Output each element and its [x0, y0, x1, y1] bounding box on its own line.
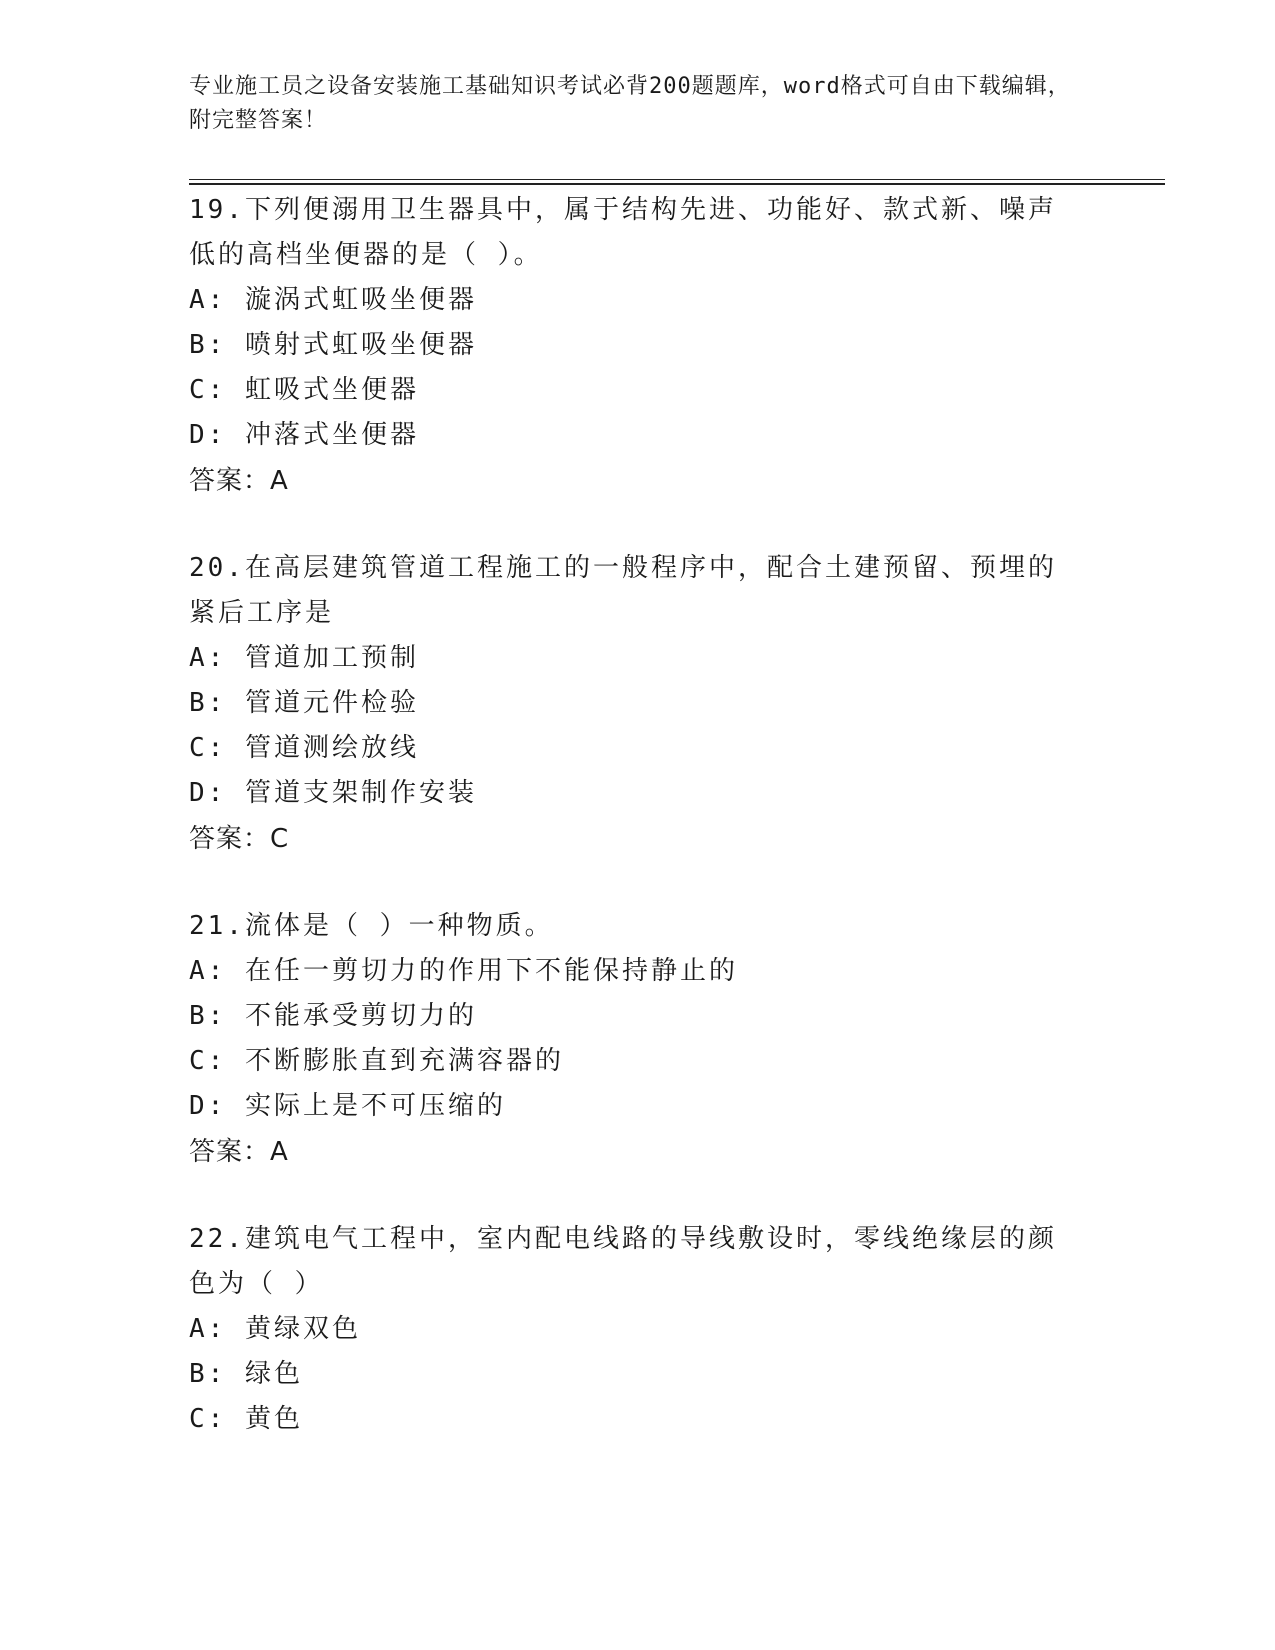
answer-text: 答案：A [189, 466, 289, 496]
question-stem: 22.建筑电气工程中，室内配电线路的导线敷设时，零线绝缘层的颜色为（ ） [189, 1224, 1057, 1299]
question-20 [189, 546, 1089, 862]
option-b: B: 喷射式虹吸坐便器 [189, 330, 477, 360]
option-c: C: 管道测绘放线 [189, 733, 419, 763]
question-stem: 20.在高层建筑管道工程施工的一般程序中，配合土建预留、预埋的紧后工序是 [189, 553, 1057, 628]
option-b: B: 管道元件检验 [189, 688, 419, 718]
header-divider [189, 179, 1165, 185]
question-19 [189, 188, 1089, 504]
option-a: A: 黄绿双色 [189, 1314, 361, 1344]
option-c: C: 不断膨胀直到充满容器的 [189, 1046, 564, 1076]
question-21 [189, 904, 1089, 1175]
question-22 [189, 1217, 1089, 1442]
answer-text: 答案：C [189, 824, 290, 854]
question-stem: 19.下列便溺用卫生器具中，属于结构先进、功能好、款式新、噪声低的高档坐便器的是（ ）。 [189, 195, 1057, 270]
option-b: B: 不能承受剪切力的 [189, 1001, 477, 1031]
option-a: A: 漩涡式虹吸坐便器 [189, 285, 477, 315]
document-header: 专业施工员之设备安装施工基础知识考试必背200题题库，word格式可自由下载编辑，附完整答案！ [189, 74, 1071, 133]
option-a: A: 在任一剪切力的作用下不能保持静止的 [189, 956, 738, 986]
question-stem: 21.流体是（ ）一种物质。 [189, 911, 554, 941]
option-d: D: 冲落式坐便器 [189, 420, 419, 450]
option-a: A: 管道加工预制 [189, 643, 419, 673]
option-c: C: 虹吸式坐便器 [189, 375, 419, 405]
option-c: C: 黄色 [189, 1404, 303, 1434]
option-d: D: 实际上是不可压缩的 [189, 1091, 506, 1121]
question-list [189, 188, 1089, 1484]
answer-text: 答案：A [189, 1137, 289, 1167]
option-b: B: 绿色 [189, 1359, 303, 1389]
option-d: D: 管道支架制作安装 [189, 778, 477, 808]
